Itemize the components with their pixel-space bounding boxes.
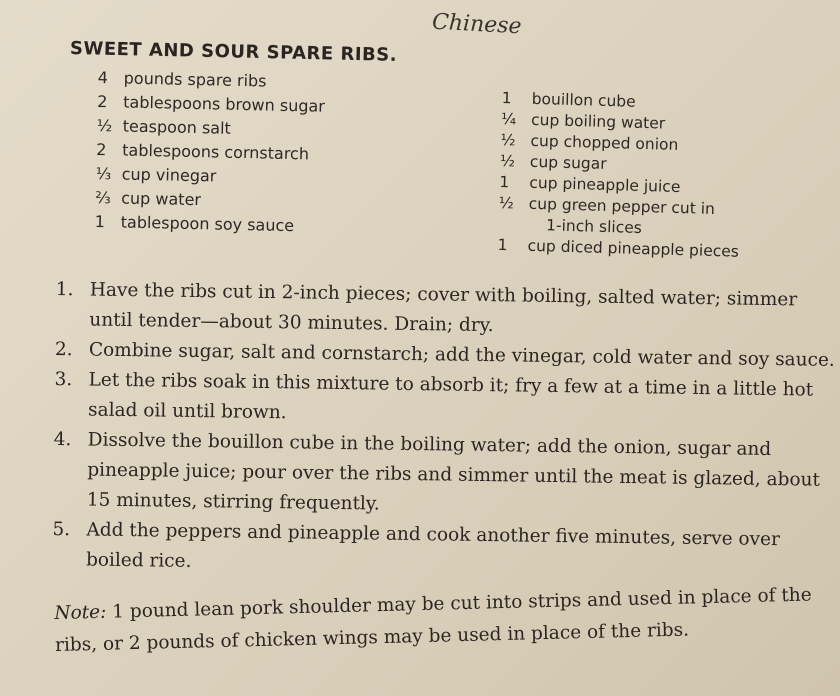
ingredient-item: 1 cup pineapple juice — [499, 172, 681, 197]
instruction-step: 5. Add the peppers and pineapple and cook another five minutes, serve over boiled rice. — [52, 518, 781, 572]
ingredient-item: ½ cup sugar — [499, 151, 607, 173]
ingredient-item: ⅓ cup vinegar — [95, 163, 217, 186]
ingredient-item: ½ cup green pepper cut in — [498, 193, 716, 218]
ingredient-item: 2 tablespoons cornstarch — [96, 139, 310, 164]
ingredient-item: 1 tablespoon soy sauce — [94, 211, 295, 236]
note-label: Note: — [54, 601, 107, 624]
ingredient-item: 1 cup diced pineapple pieces — [497, 235, 740, 261]
ingredients-right-list — [497, 88, 743, 263]
recipe-note — [54, 579, 840, 662]
ingredient-item: 2 tablespoons brown sugar — [97, 91, 326, 116]
instruction-step: 1. Have the ribs cut in 2-inch pieces; cover with boiling, salted water; simmer until tender—about 30 minutes. Drain; dry. — [55, 278, 798, 337]
ingredient-item: ⅔ cup water — [95, 187, 202, 210]
recipe-title: SWEET AND SOUR SPARE RIBS. — [69, 38, 398, 66]
instructions-list — [52, 275, 836, 586]
instruction-step: 2. Combine sugar, salt and cornstarch; add the vinegar, cold water and soy sauce. — [54, 338, 835, 371]
ingredient-item: ½ teaspoon salt — [96, 115, 232, 138]
ingredient-item: ¼ cup boiling water — [500, 109, 666, 133]
ingredient-item-continuation: 1-inch slices — [545, 216, 643, 237]
instruction-step: 4. Dissolve the bouillon cube in the boiling water; add the onion, sugar and pineapple juice; pour over the ribs and simmer until the meat is glazed, about 15 minutes, stirring frequently. — [53, 428, 821, 515]
instruction-step: 3. Let the ribs soak in this mixture to absorb it; fry a few at a time in a little hot salad oil until brown. — [54, 368, 814, 424]
ingredients-left-list — [94, 66, 325, 239]
note-text: 1 pound lean pork shoulder may be cut into strips and used in place of the ribs, or 2 pounds of chicken wings may be used in place of the ribs. — [54, 584, 812, 656]
recipe-category: Chinese — [431, 9, 523, 40]
ingredient-item: 1 bouillon cube — [501, 88, 636, 111]
ingredient-item: ½ cup chopped onion — [500, 130, 679, 154]
ingredient-item: 4 pounds spare ribs — [97, 67, 267, 91]
